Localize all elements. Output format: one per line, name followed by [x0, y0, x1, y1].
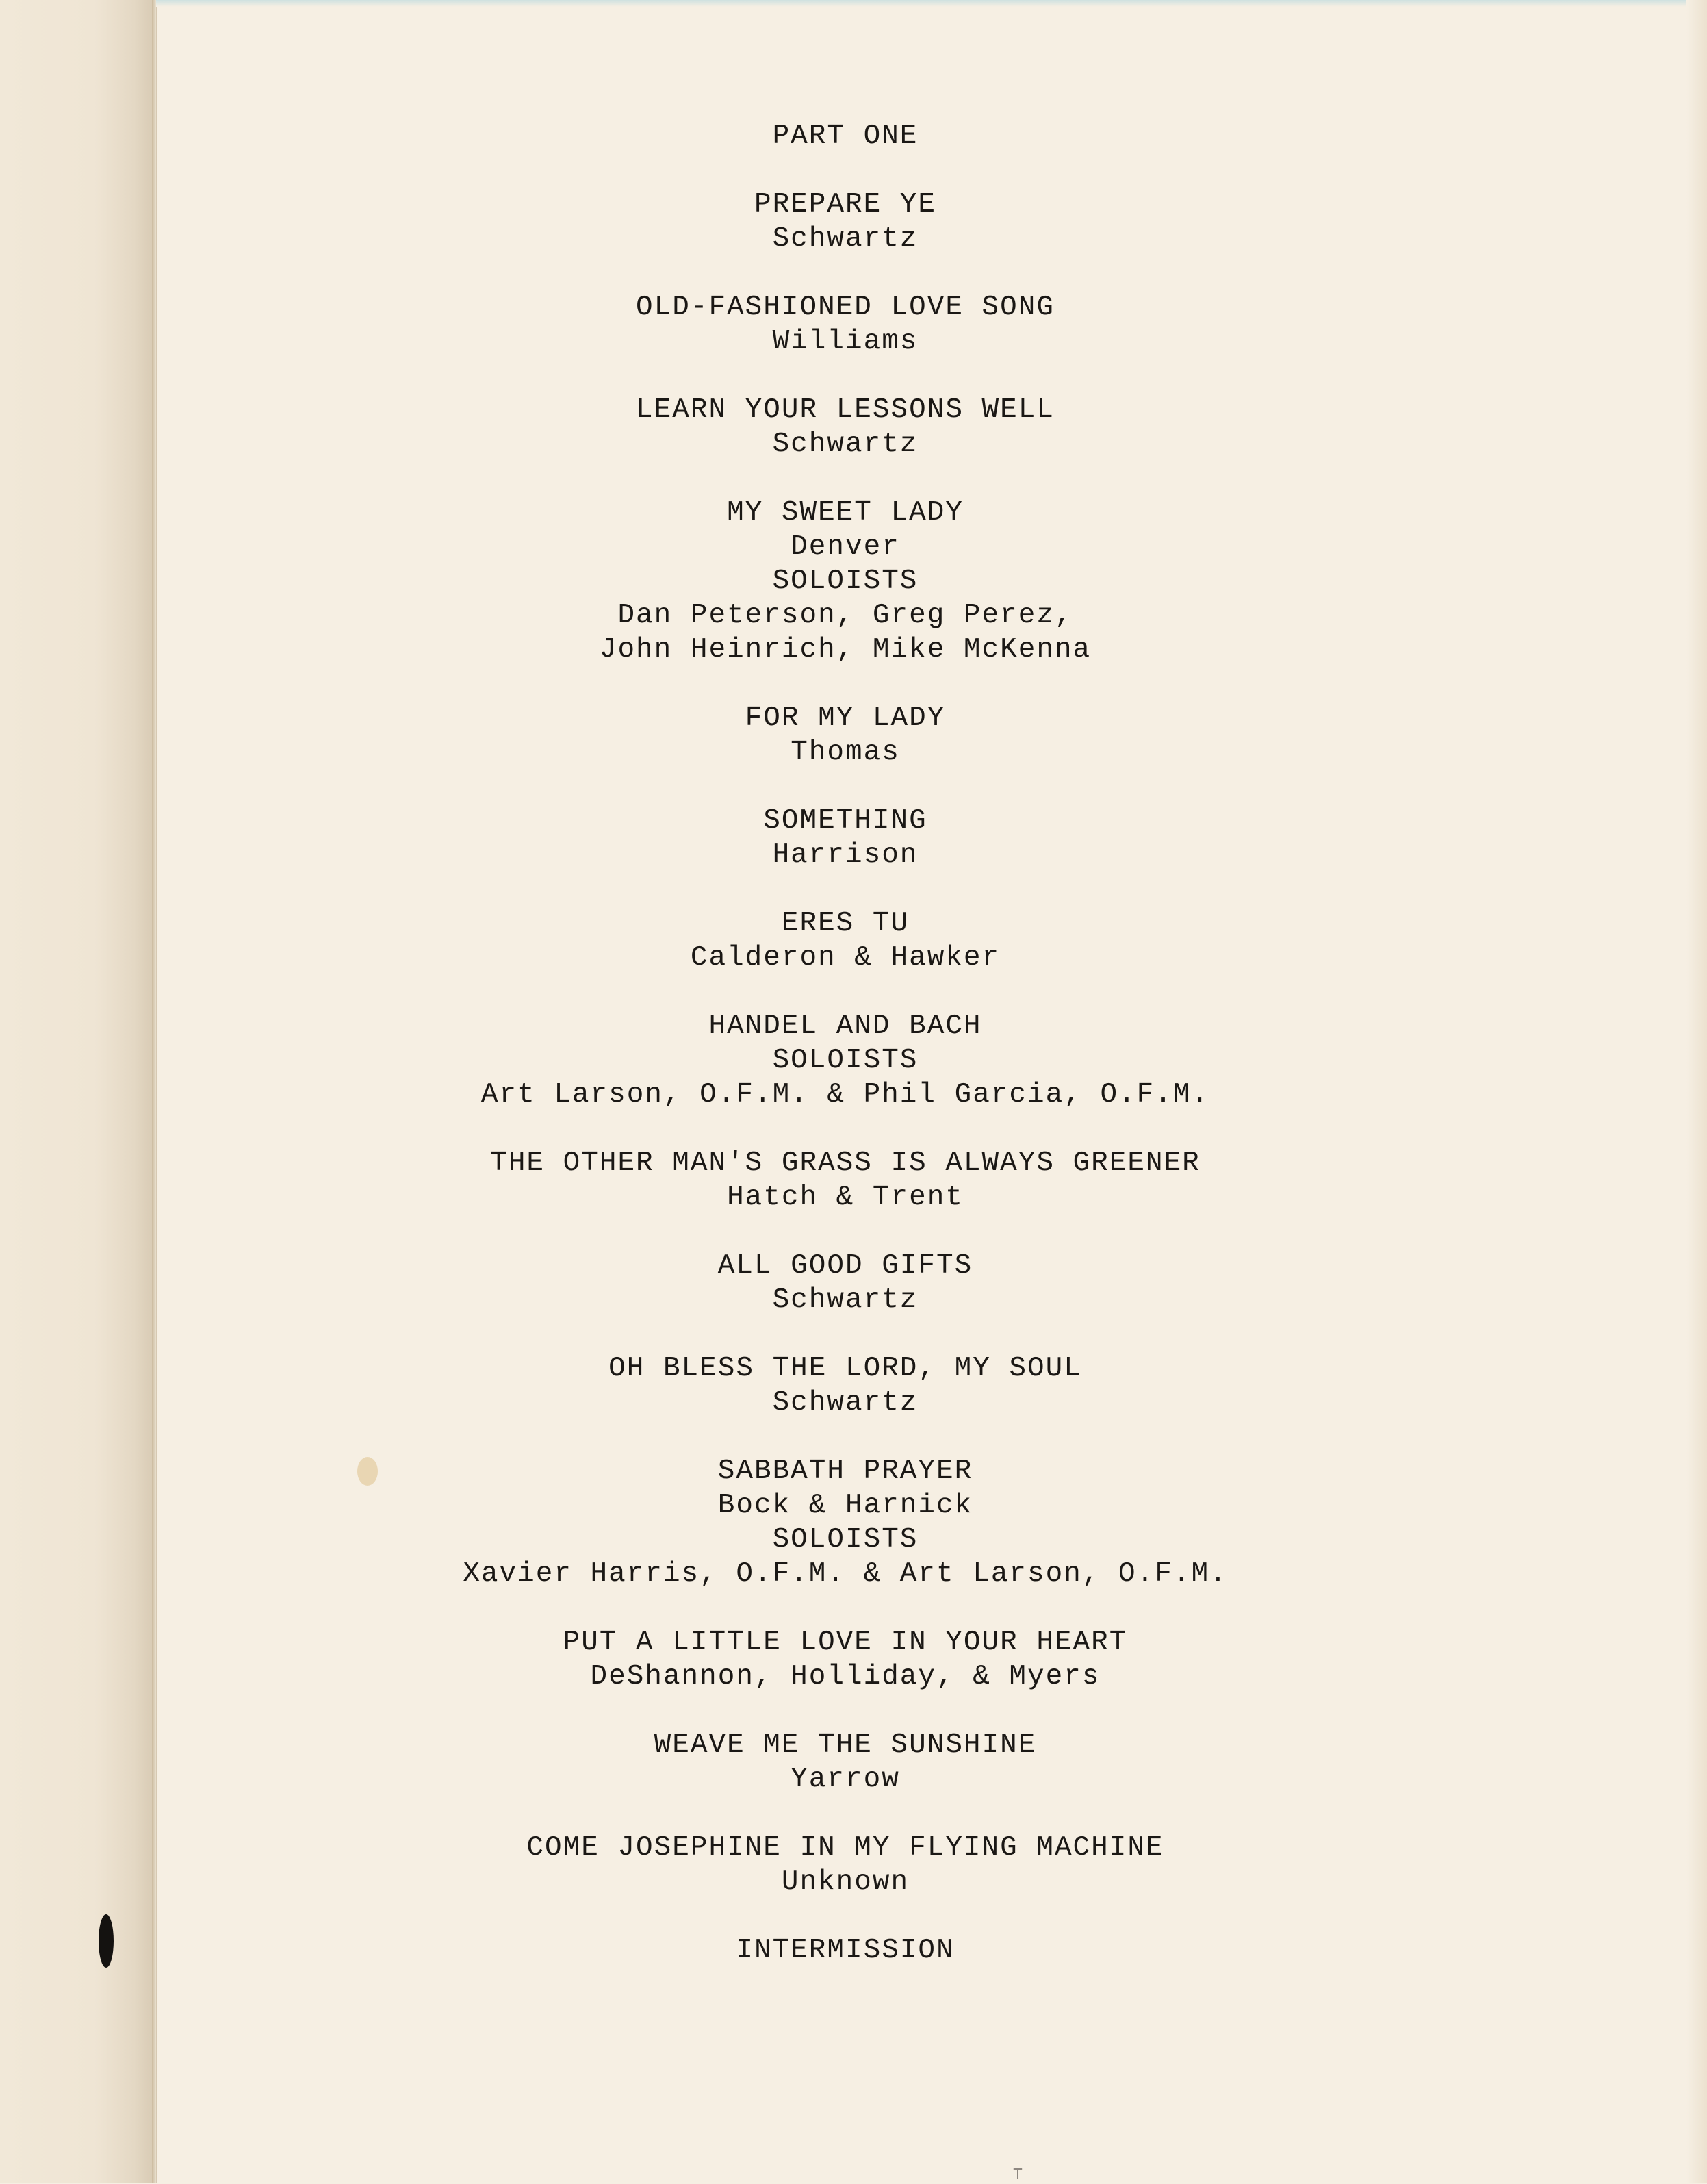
program-entry — [370, 1728, 1321, 1796]
composer: Schwartz — [772, 1284, 919, 1316]
composer: Denver — [791, 531, 900, 563]
program-entry — [370, 701, 1321, 770]
soloists-label: SOLOISTS — [772, 566, 919, 597]
part-heading: PART ONE — [772, 120, 919, 152]
soloist-names: Xavier Harris, O.F.M. & Art Larson, O.F.M. — [463, 1558, 1228, 1590]
composer: Calderon & Hawker — [690, 942, 1001, 974]
song-title: SABBATH PRAYER — [717, 1456, 973, 1487]
soloist-names: John Heinrich, Mike McKenna — [599, 634, 1092, 665]
song-title: ERES TU — [781, 908, 910, 939]
program-entry — [370, 906, 1321, 975]
composer: Schwartz — [772, 429, 919, 460]
song-title: LEARN YOUR LESSONS WELL — [636, 394, 1055, 426]
song-title: ALL GOOD GIFTS — [717, 1250, 973, 1282]
song-title: SOMETHING — [763, 805, 927, 837]
program-entry — [370, 290, 1321, 359]
song-title: OH BLESS THE LORD, MY SOUL — [608, 1353, 1082, 1384]
program-entry — [370, 496, 1321, 667]
soloists-label: SOLOISTS — [772, 1524, 919, 1556]
program-entry — [370, 1625, 1321, 1694]
program-entry — [370, 804, 1321, 872]
song-title: FOR MY LADY — [745, 702, 946, 734]
program-entry — [370, 188, 1321, 256]
page-mark: ⊤ — [1012, 2166, 1023, 2184]
intermission-label: INTERMISSION — [736, 1935, 955, 1966]
page-fold — [152, 0, 156, 2183]
composer: Yarrow — [791, 1764, 900, 1795]
composer: Schwartz — [772, 223, 919, 255]
program-entry — [370, 1351, 1321, 1420]
page-top-edge — [156, 0, 1707, 7]
program-entry — [370, 1831, 1321, 1899]
composer: Harrison — [772, 839, 919, 871]
staple-mark — [99, 1914, 114, 1968]
soloist-names: Art Larson, O.F.M. & Phil Garcia, O.F.M. — [480, 1079, 1210, 1110]
program-entry — [370, 393, 1321, 461]
soloist-names: Dan Peterson, Greg Perez, — [617, 600, 1073, 631]
composer: Hatch & Trent — [727, 1182, 964, 1213]
program-entries — [370, 188, 1321, 1899]
composer: Unknown — [781, 1866, 910, 1898]
composer: Schwartz — [772, 1387, 919, 1419]
program-entry — [370, 1009, 1321, 1112]
song-title: HANDEL AND BACH — [708, 1011, 982, 1042]
program-entry — [370, 1454, 1321, 1591]
song-title: WEAVE ME THE SUNSHINE — [654, 1729, 1037, 1761]
song-title: PREPARE YE — [754, 189, 937, 220]
program-list — [370, 119, 1321, 1968]
song-title: OLD-FASHIONED LOVE SONG — [636, 292, 1055, 323]
composer: Williams — [772, 326, 919, 357]
program-entry — [370, 1146, 1321, 1215]
song-title: PUT A LITTLE LOVE IN YOUR HEART — [563, 1627, 1128, 1658]
composer: Thomas — [791, 737, 900, 768]
composer: Bock & Harnick — [717, 1490, 973, 1521]
song-title: MY SWEET LADY — [727, 497, 964, 529]
page-right-edge — [1686, 0, 1707, 2183]
composer: DeShannon, Holliday, & Myers — [590, 1661, 1101, 1692]
song-title: COME JOSEPHINE IN MY FLYING MACHINE — [526, 1832, 1164, 1864]
song-title: THE OTHER MAN'S GRASS IS ALWAYS GREENER — [490, 1147, 1201, 1179]
soloists-label: SOLOISTS — [772, 1045, 919, 1076]
program-entry — [370, 1249, 1321, 1317]
binding-spine — [0, 0, 157, 2183]
